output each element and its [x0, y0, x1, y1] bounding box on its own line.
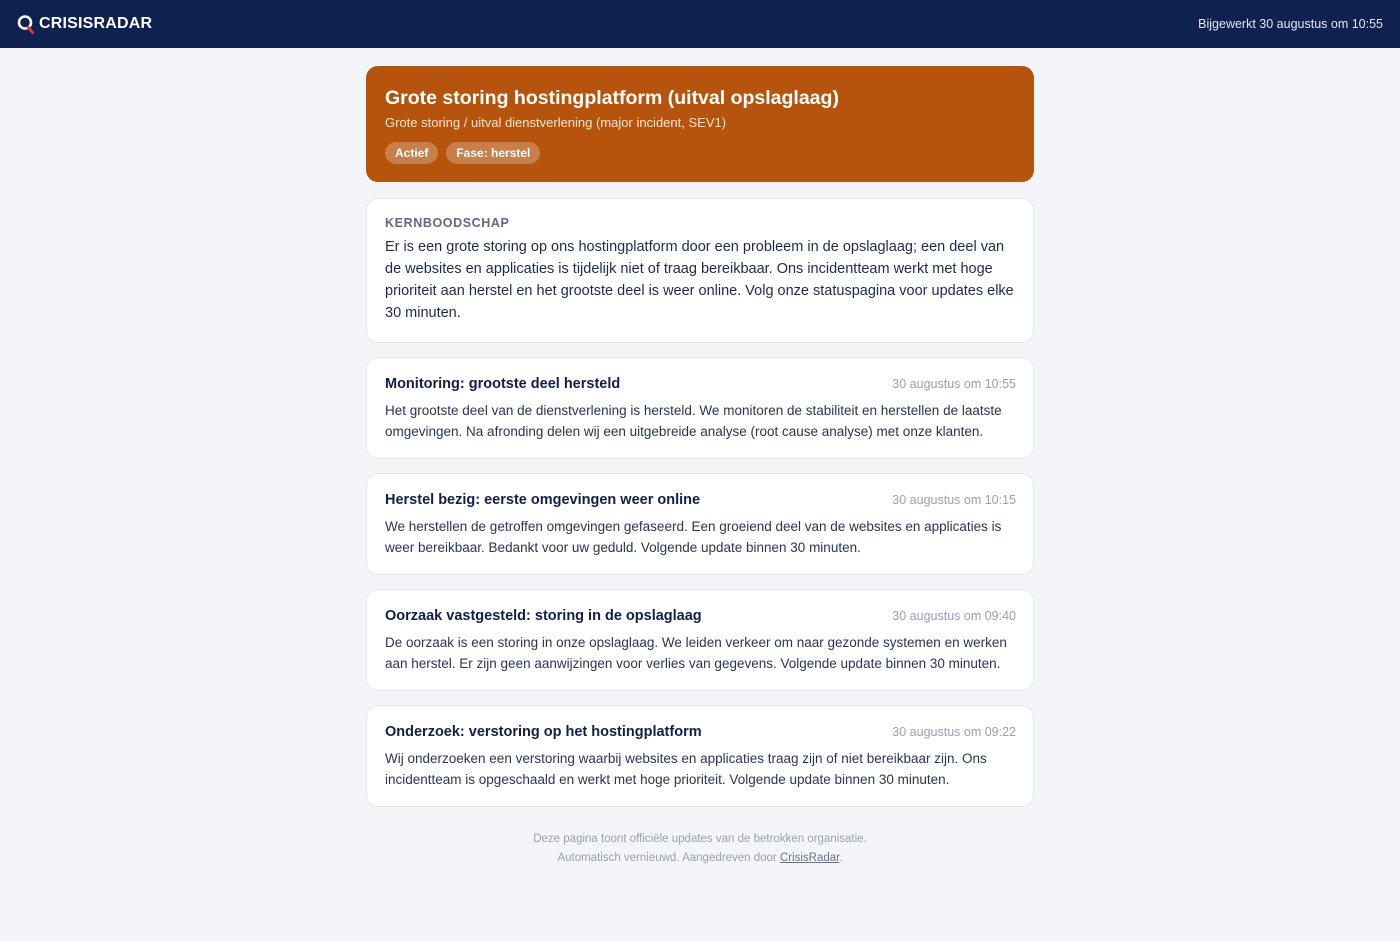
- crisisradar-logo-icon: [17, 14, 35, 34]
- status-badges: [385, 142, 1015, 164]
- crisisradar-link[interactable]: CrisisRadar: [779, 852, 840, 864]
- update-text: De oorzaak is een storing in onze opslaglaag. We leiden verkeer om naar gezonde systemen en werken aan herstel. Er zijn geen aanwijzingen voor verlies van gegevens. Volgende update binnen 30 minuten.: [385, 635, 1007, 671]
- brand-name: CRISISRADAR: [39, 15, 153, 32]
- key-message-text: Er is een grote storing op ons hostingplatform door een probleem in de opslaglaag; een deel van de websites en applicaties is tijdelijk niet of traag bereikbaar. Ons incidentteam werkt met hoge prioriteit aan herstel en het grootste deel is weer online. Volg onze statuspagina voor updates elke 30 minuten.: [385, 239, 1014, 321]
- update-text: We herstellen de getroffen omgevingen gefaseerd. Een groeiend deel van de websites en applicaties is weer bereikbaar. Bedankt voor uw geduld. Volgende update binnen 30 minuten.: [385, 519, 1002, 555]
- update-title: Oorzaak vastgesteld: storing in de opslaglaag: [385, 608, 702, 624]
- top-bar: [0, 0, 1400, 48]
- update-timestamp: 30 augustus om 10:55: [892, 377, 1016, 391]
- footer-notice: Deze pagina toont officiële updates van de betrokken organisatie.: [533, 833, 867, 845]
- key-message-card: [366, 198, 1034, 343]
- update-text: Wij onderzoeken een verstoring waarbij websites en applicaties traag zijn of niet bereikbaar zijn. Ons incidentteam is opgeschaald en werkt met hoge prioriteit. Volgende update binnen 30 minuten.: [385, 751, 987, 787]
- update-timestamp: 30 augustus om 09:40: [892, 609, 1016, 623]
- update-card: [366, 357, 1034, 459]
- footer-refresh-text: Automatisch vernieuwd. Aangedreven door: [557, 852, 780, 864]
- update-timestamp: 30 augustus om 09:22: [892, 725, 1016, 739]
- phase-badge: Fase: herstel: [446, 142, 540, 164]
- status-badge: Actief: [385, 142, 438, 164]
- update-title: Onderzoek: verstoring op het hostingplatform: [385, 724, 702, 740]
- update-card: [366, 705, 1034, 807]
- footer-suffix: .: [839, 852, 843, 864]
- footer: [366, 830, 1034, 868]
- footer-powered-by: [366, 849, 1034, 868]
- incident-title: Grote storing hostingplatform (uitval opslaglaag): [385, 87, 839, 109]
- main-content: [366, 66, 1034, 868]
- incident-subtitle: Grote storing / uitval dienstverlening (major incident, SEV1): [385, 115, 727, 130]
- update-title: Monitoring: grootste deel hersteld: [385, 376, 621, 392]
- update-text: Het grootste deel van de dienstverlening is hersteld. We monitoren de stabiliteit en herstellen de laatste omgevingen. Na afronding delen wij een uitgebreide analyse (root cause analyse) met onze klanten.: [385, 403, 1002, 439]
- brand[interactable]: [17, 14, 152, 34]
- incident-banner: [366, 66, 1034, 182]
- key-message-label: KERNBOODSCHAP: [385, 216, 510, 230]
- last-updated: Bijgewerkt 30 augustus om 10:55: [1198, 17, 1383, 31]
- update-timestamp: 30 augustus om 10:15: [892, 493, 1016, 507]
- update-title: Herstel bezig: eerste omgevingen weer online: [385, 492, 701, 508]
- update-card: [366, 589, 1034, 691]
- update-card: [366, 473, 1034, 575]
